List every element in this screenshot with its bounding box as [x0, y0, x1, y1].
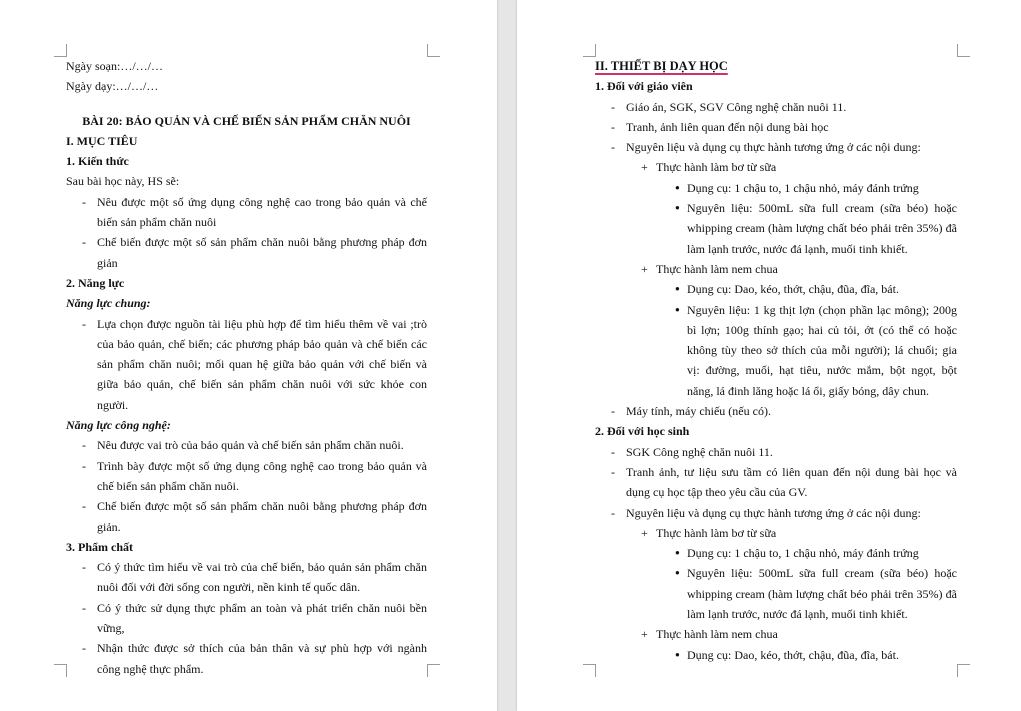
- knowledge-heading: 1. Kiến thức: [66, 154, 129, 169]
- lesson-title: BÀI 20: BẢO QUẢN VÀ CHẾ BIẾN SẢN PHẨM CHĂN NUÔI: [82, 113, 411, 128]
- list-item: - Tranh ảnh, tư liệu sưu tầm có liên quan đến nội dung bài học và dụng cụ học tập theo yêu cầu của GV.: [611, 464, 957, 500]
- list-item: + Thực hành làm bơ từ sữa: [641, 160, 777, 175]
- knowledge-intro: Sau bài học này, HS sẽ:: [66, 174, 180, 189]
- list-item: - Giáo án, SGK, SGV Công nghệ chăn nuôi 11.: [611, 99, 847, 114]
- list-item: + Thực hành làm nem chua: [641, 261, 778, 276]
- list-item: - Nêu được một số ứng dụng công nghệ cao trong bảo quản và chế biến sản phẩm chăn nuôi: [82, 194, 427, 230]
- list-item: - SGK Công nghệ chăn nuôi 11.: [611, 444, 773, 459]
- margin-mark-bottom-right: [427, 664, 440, 677]
- list-item: + Thực hành làm bơ từ sữa: [641, 525, 777, 540]
- list-item: ● Dụng cụ: 1 chậu to, 1 chậu nhỏ, máy đánh trứng: [675, 180, 919, 195]
- document-page-right: [517, 0, 1021, 711]
- general-competence-heading: Năng lực chung:: [66, 296, 151, 311]
- list-item: - Nhận thức được sở thích của bản thân và sự phù hợp với ngành công nghệ thực phẩm.: [82, 641, 427, 676]
- document-page-left: [0, 0, 497, 711]
- page-left-content[interactable]: [66, 56, 427, 679]
- list-item: ● Dụng cụ: 1 chậu to, 1 chậu nhỏ, máy đánh trứng: [675, 546, 919, 561]
- date-taught: Ngày dạy:…/…/…: [66, 79, 159, 94]
- section-objectives-heading: I. MỤC TIÊU: [66, 133, 138, 148]
- list-item: ● Dụng cụ: Dao, kéo, thớt, chậu, đũa, đĩa, bát.: [675, 647, 899, 662]
- list-item: ● Dụng cụ: Dao, kéo, thớt, chậu, đũa, đĩa, bát.: [675, 282, 899, 297]
- margin-mark-bottom-right: [957, 664, 970, 677]
- teacher-heading: 1. Đối với giáo viên: [595, 79, 693, 94]
- list-item: - Chế biến được một số sản phẩm chăn nuôi bằng phương pháp đơn giản.: [82, 499, 427, 534]
- list-item: - Nguyên liệu và dụng cụ thực hành tương ứng ở các nội dung:: [611, 140, 921, 155]
- list-item: - Có ý thức tìm hiểu về vai trò của chế biến, bảo quản sản phẩm chăn nuôi đối với đời sống con người, nền kinh tế quốc dân.: [82, 560, 427, 595]
- competence-heading: 2. Năng lực: [66, 275, 125, 290]
- list-item: - Tranh, ảnh liên quan đến nội dung bài học: [611, 119, 829, 134]
- list-item: - Trình bày được một số ứng dụng công nghệ cao trong bảo quản và chế biến sản phẩm chăn nuôi.: [82, 458, 427, 493]
- list-item: ● Nguyên liệu: 1 kg thịt lợn (chọn phần lạc mông); 200g bì lợn; 100g thính gạo; hai củ tỏi, ớt (có thể có hoặc không tùy theo sở thích của mỗi người); lá chuối; gia vị: đường, muối, hạt tiêu, nước mắm, bột ngọt, bột năng, lá đinh lăng hoặc lá ổi, giấy bóng, dây chun.: [675, 302, 957, 398]
- quality-heading: 3. Phẩm chất: [66, 539, 133, 554]
- list-item: - Máy tính, máy chiếu (nếu có).: [611, 404, 771, 419]
- student-heading: 2. Đối với học sinh: [595, 424, 690, 439]
- margin-mark-top-right: [957, 44, 970, 57]
- list-item: - Có ý thức sử dụng thực phẩm an toàn và phát triển chăn nuôi bền vững,: [82, 600, 427, 636]
- list-item: + Thực hành làm nem chua: [641, 627, 778, 642]
- margin-mark-bottom-left: [583, 664, 596, 677]
- list-item: ● Nguyên liệu: 500mL sữa full cream (sữa béo) hoặc whipping cream (hàm lượng chất béo phải trên 35%) đã làm lạnh trước, nước đá lạnh, muối tinh khiết.: [675, 201, 957, 256]
- list-item: - Chế biến được một số sản phẩm chăn nuôi bằng phương pháp đơn giản: [82, 235, 427, 270]
- list-item: - Nêu được vai trò của bảo quản và chế biến sản phẩm chăn nuôi.: [82, 438, 404, 453]
- list-item: - Lựa chọn được nguồn tài liệu phù hợp để tìm hiểu thêm về vai ;trò của bảo quản, chế biến; các phương pháp bảo quản và chế biến các sản phẩm chăn nuôi; mối quan hệ giữa bảo quản với chế biến và giữa bảo quản, chế biến sản phẩm chăn nuôi với sức khỏe con người.: [82, 316, 427, 412]
- list-item: ● Nguyên liệu: 500mL sữa full cream (sữa béo) hoặc whipping cream (hàm lượng chất béo phải trên 35%) đã làm lạnh trước, nước đá lạnh, muối tinh khiết.: [675, 566, 957, 622]
- margin-mark-top-right: [427, 44, 440, 57]
- section-equipment-heading: II. THIẾT BỊ DẠY HỌC: [595, 59, 728, 73]
- tech-competence-heading: Năng lực công nghệ:: [66, 418, 171, 433]
- list-item: - Nguyên liệu và dụng cụ thực hành tương ứng ở các nội dung:: [611, 505, 921, 520]
- page-right-content[interactable]: [595, 56, 957, 665]
- date-prepared: Ngày soạn:…/…/…: [66, 59, 163, 73]
